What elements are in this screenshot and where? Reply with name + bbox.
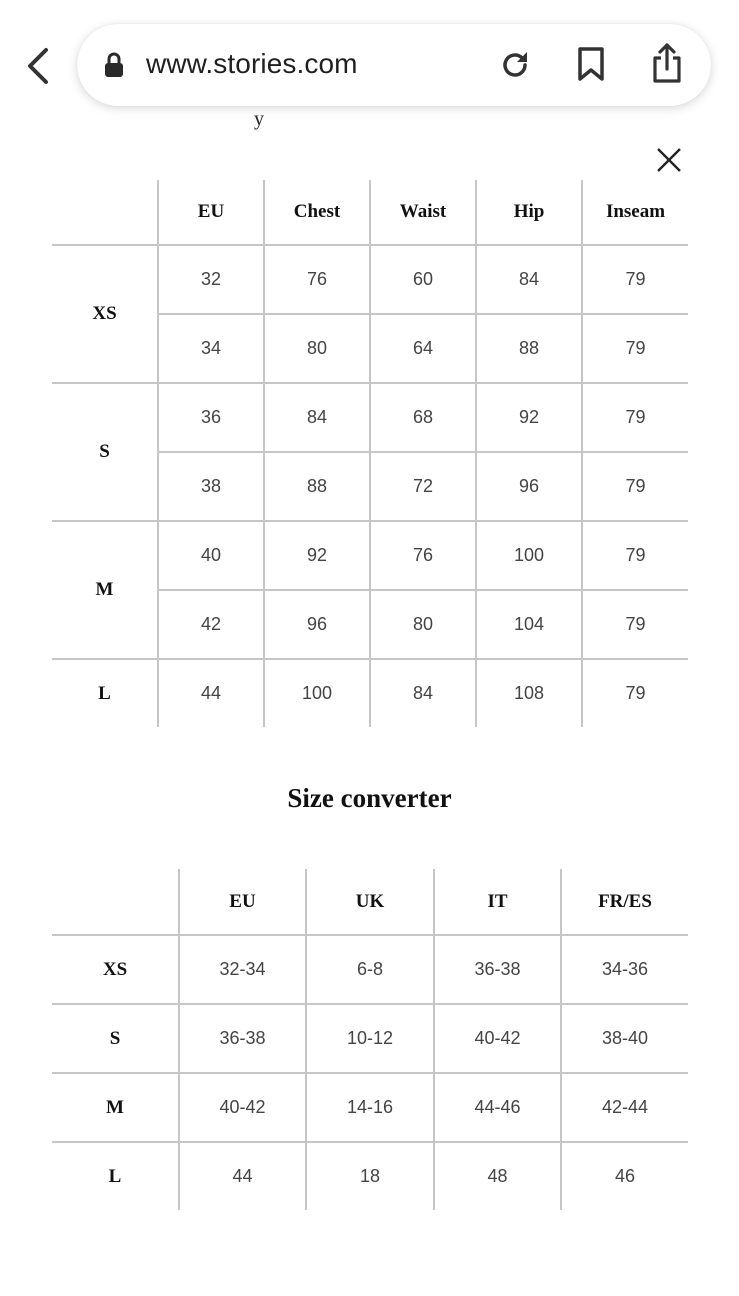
- cell-hip: 88: [476, 314, 582, 383]
- table-row: [52, 1004, 688, 1073]
- header-fr-es: FR/ES: [561, 869, 688, 935]
- header-cell-blank: [52, 180, 158, 245]
- cell-eu: 32-34: [179, 935, 306, 1004]
- url-text[interactable]: www.stories.com: [146, 48, 358, 79]
- cell-it: 40-42: [434, 1004, 561, 1073]
- cell-it: 36-38: [434, 935, 561, 1004]
- table-row: [52, 245, 688, 314]
- bookmark-icon[interactable]: [576, 46, 606, 82]
- cell-waist: 84: [370, 659, 476, 727]
- cell-waist: 60: [370, 245, 476, 314]
- header-eu: EU: [179, 869, 306, 935]
- cell-inseam: 79: [582, 452, 688, 521]
- cell-hip: 96: [476, 452, 582, 521]
- size-converter-title: Size converter: [287, 783, 452, 813]
- browser-toolbar: [0, 0, 739, 120]
- header-eu: EU: [158, 180, 264, 245]
- table-header-row: [52, 180, 688, 245]
- size-converter-table: [52, 869, 688, 1210]
- lock-icon: [104, 52, 124, 78]
- cell-chest: 76: [264, 245, 370, 314]
- cell-chest: 80: [264, 314, 370, 383]
- header-it: IT: [434, 869, 561, 935]
- back-chevron-icon[interactable]: [20, 44, 56, 88]
- size-label-xs: XS: [52, 935, 179, 1004]
- cell-eu: 40-42: [179, 1073, 306, 1142]
- cell-fr-es: 38-40: [561, 1004, 688, 1073]
- cell-eu: 44: [179, 1142, 306, 1210]
- cell-waist: 76: [370, 521, 476, 590]
- size-label-m: M: [52, 1073, 179, 1142]
- cell-inseam: 79: [625, 683, 646, 703]
- cell-inseam: 79: [582, 314, 688, 383]
- header-chest: Chest: [264, 180, 370, 245]
- cell-chest: 96: [264, 590, 370, 659]
- header-cell-blank: [52, 869, 179, 935]
- cell-eu: 36-38: [179, 1004, 306, 1073]
- size-label-l: L: [52, 1142, 179, 1210]
- size-label-xs: XS: [52, 245, 158, 383]
- header-waist: Waist: [370, 180, 476, 245]
- size-measurements-table: [52, 180, 688, 727]
- cell-hip: 100: [476, 521, 582, 590]
- table-header-row: [52, 869, 688, 935]
- table-row: [52, 1142, 688, 1210]
- cell-eu: 42: [158, 590, 264, 659]
- cell-eu: 36: [158, 383, 264, 452]
- close-icon[interactable]: [655, 146, 683, 174]
- cell-it: 48: [434, 1142, 561, 1210]
- cell-waist: 64: [370, 314, 476, 383]
- cell-hip: 84: [476, 245, 582, 314]
- cell-uk: 10-12: [306, 1004, 434, 1073]
- cell-inseam: 79: [582, 521, 688, 590]
- table-row: [52, 1073, 688, 1142]
- size-label-s: S: [52, 1004, 179, 1073]
- cell-hip: 108: [476, 659, 582, 727]
- header-uk: UK: [306, 869, 434, 935]
- partial-heading: y: [254, 108, 264, 130]
- cell-eu: 44: [158, 659, 264, 727]
- share-icon[interactable]: [650, 42, 684, 84]
- cell-uk: 18: [306, 1142, 434, 1210]
- table-row: [52, 521, 688, 590]
- header-inseam: Inseam: [582, 180, 688, 245]
- header-hip: Hip: [476, 180, 582, 245]
- cell-chest: 92: [264, 521, 370, 590]
- size-label-s: S: [52, 383, 158, 521]
- cell-fr-es: 34-36: [561, 935, 688, 1004]
- table-row: [52, 935, 688, 1004]
- reload-icon[interactable]: [498, 48, 532, 82]
- table-row: [52, 659, 688, 727]
- cell-chest: 88: [264, 452, 370, 521]
- cell-fr-es: 46: [614, 1166, 636, 1186]
- size-label-m: M: [52, 521, 158, 659]
- cell-eu: 34: [158, 314, 264, 383]
- cell-inseam: 79: [582, 383, 688, 452]
- cell-uk: 6-8: [306, 935, 434, 1004]
- cell-chest: 84: [264, 383, 370, 452]
- cell-chest: 100: [264, 659, 370, 727]
- cell-hip: 104: [476, 590, 582, 659]
- cell-waist: 72: [370, 452, 476, 521]
- cell-eu: 32: [158, 245, 264, 314]
- cell-inseam: 79: [582, 245, 688, 314]
- cell-eu: 38: [158, 452, 264, 521]
- cell-eu: 40: [158, 521, 264, 590]
- cell-waist: 80: [370, 590, 476, 659]
- cell-uk: 14-16: [306, 1073, 434, 1142]
- cell-hip: 92: [476, 383, 582, 452]
- cell-waist: 68: [370, 383, 476, 452]
- cell-fr-es: 42-44: [561, 1073, 688, 1142]
- cell-it: 44-46: [434, 1073, 561, 1142]
- table-row: [52, 383, 688, 452]
- size-label-l: L: [52, 659, 158, 727]
- cell-inseam: 79: [582, 590, 688, 659]
